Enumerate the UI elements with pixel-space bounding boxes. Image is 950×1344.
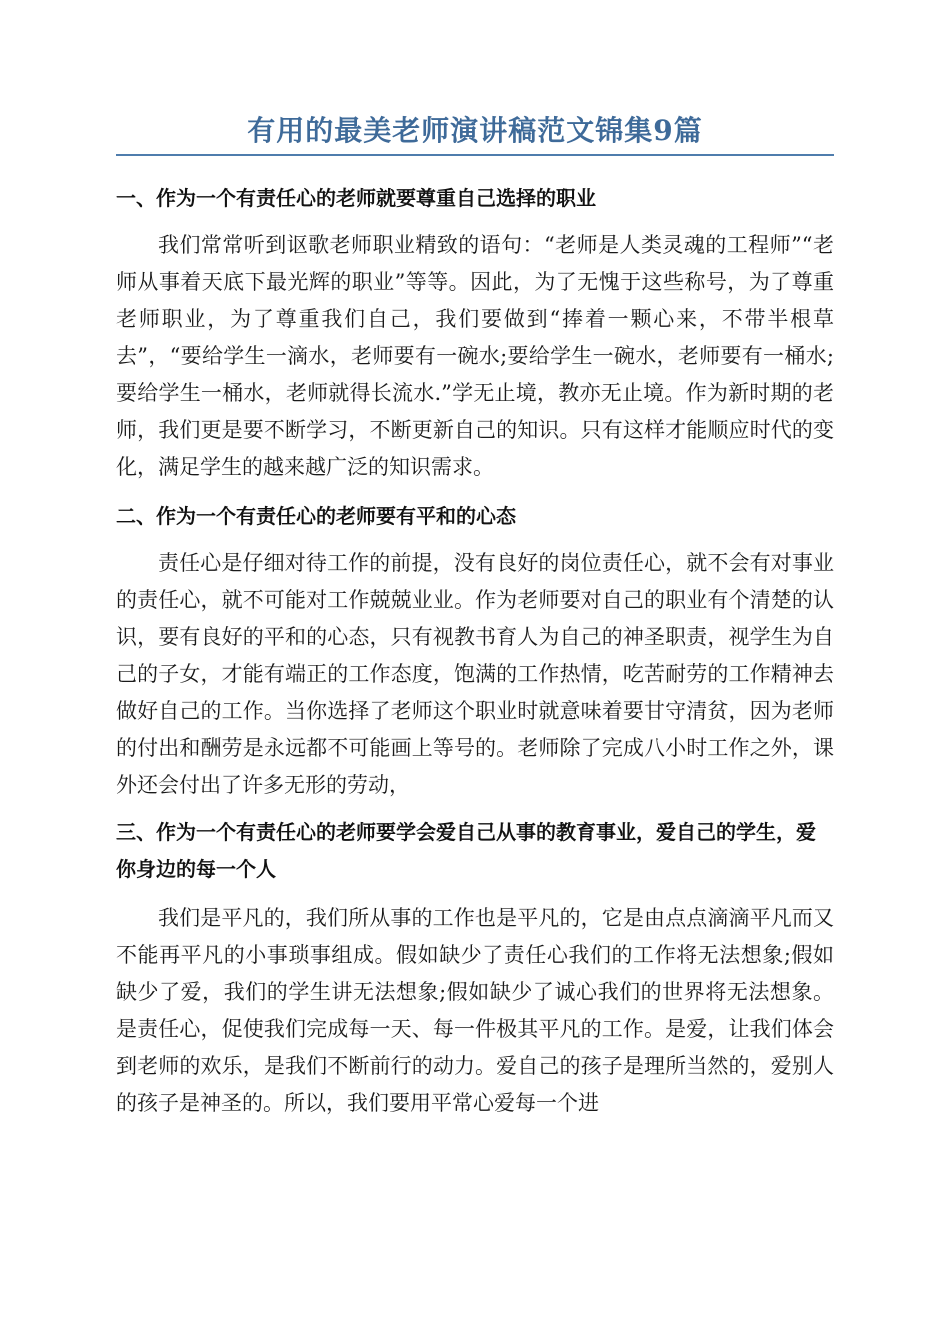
title-underline [116,154,834,156]
section-3-heading: 三、作为一个有责任心的老师要学会爱自己从事的教育事业，爱自己的学生，爱你身边的每一个人 [116,820,816,881]
document-page [116,112,834,1122]
section-1-heading: 一、作为一个有责任心的老师就要尊重自己选择的职业 [116,186,596,210]
section-1-paragraph: 我们常常听到讴歌老师职业精致的语句：“老师是人类灵魂的工程师”“老师从事着天底下最光辉的职业”等等。因此，为了无愧于这些称号，为了尊重老师职业，为了尊重我们自己，我们要做到“捧着一颗心来，不带半根草去”，“要给学生一滴水，老师要有一碗水;要给学生一碗水，老师要有一桶水;要给学生一桶水，老师就得长流水.”学无止境，教亦无止境。作为新时期的老师，我们更是要不断学习，不断更新自己的知识。只有这样才能顺应时代的变化，满足学生的越来越广泛的知识需求。 [116,233,834,479]
section-3-paragraph: 我们是平凡的，我们所从事的工作也是平凡的，它是由点点滴滴平凡而又不能再平凡的小事琐事组成。假如缺少了责任心我们的工作将无法想象;假如缺少了爱，我们的学生讲无法想象;假如缺少了诚心我们的世界将无法想象。是责任心，促使我们完成每一天、每一件极其平凡的工作。是爱，让我们体会到老师的欢乐，是我们不断前行的动力。爱自己的孩子是理所当然的，爱别人的孩子是神圣的。所以，我们要用平常心爱每一个进 [116,906,834,1115]
document-title: 有用的最美老师演讲稿范文锦集9篇 [247,114,703,147]
section-2-heading: 二、作为一个有责任心的老师要有平和的心态 [116,504,516,528]
section-2-paragraph: 责任心是仔细对待工作的前提，没有良好的岗位责任心，就不会有对事业的责任心，就不可能对工作兢兢业业。作为老师要对自己的职业有个清楚的认识，要有良好的平和的心态，只有视教书育人为自己的神圣职责，视学生为自己的子女，才能有端正的工作态度，饱满的工作热情，吃苦耐劳的工作精神去做好自己的工作。当你选择了老师这个职业时就意味着要甘守清贫，因为老师的付出和酬劳是永远都不可能画上等号的。老师除了完成八小时工作之外，课外还会付出了许多无形的劳动， [116,551,834,797]
